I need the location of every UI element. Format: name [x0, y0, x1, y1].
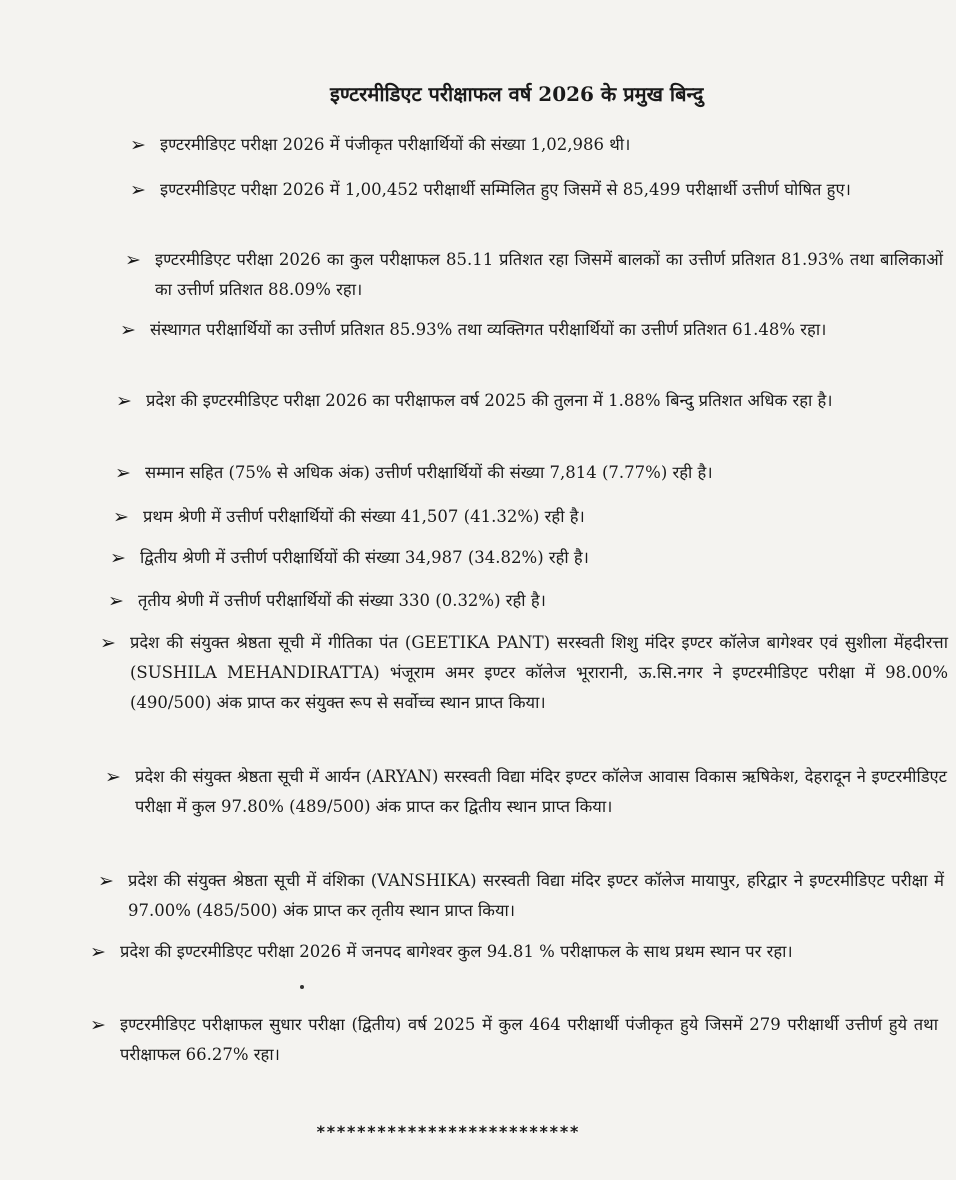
arrow-bullet-icon: ➢	[110, 547, 126, 569]
list-item	[108, 586, 918, 616]
list-item	[98, 866, 944, 926]
list-item-text: सम्मान सहित (75% से अधिक अंक) उत्तीर्ण परीक्षार्थियों की संख्या 7,814 (7.77%) रही है।	[145, 463, 713, 482]
page-title: इण्टरमीडिएट परीक्षाफल वर्ष 2026 के प्रमुख बिन्दु	[330, 82, 704, 106]
list-item-text: प्रदेश की संयुक्त श्रेष्ठता सूची में गीतिका पंत (GEETIKA PANT) सरस्वती शिशु मंदिर इण्टर कॉलेज बागेश्वर एवं सुशीला मेंहदीरत्ता (SUSHILA MEHANDIRATTA) भंजूराम अमर इण्टर कॉलेज भूरारानी, ऊ.सि.नगर ने इण्टरमीडिएट परीक्षा में 98.00% (490/500) अंक प्राप्त कर संयुक्त रूप से सर्वोच्च स्थान प्राप्त किया।	[130, 633, 948, 712]
list-item-text: संस्थागत परीक्षार्थियों का उत्तीर्ण प्रतिशत 85.93% तथा व्यक्तिगत परीक्षार्थियों का उत्तीर्ण प्रतिशत 61.48% रहा।	[150, 320, 827, 339]
list-item	[90, 1010, 938, 1070]
arrow-bullet-icon: ➢	[113, 506, 129, 528]
ink-speck	[300, 985, 304, 989]
list-item	[90, 937, 940, 967]
list-item	[120, 315, 946, 345]
list-item	[115, 458, 925, 488]
list-item-text: द्वितीय श्रेणी में उत्तीर्ण परीक्षार्थियों की संख्या 34,987 (34.82%) रही है।	[140, 548, 589, 567]
list-item	[130, 130, 920, 160]
list-item-text: प्रदेश की संयुक्त श्रेष्ठता सूची में वंशिका (VANSHIKA) सरस्वती विद्या मंदिर इण्टर कॉलेज मायापुर, हरिद्वार ने इण्टरमीडिएट परीक्षा में 97.00% (485/500) अंक प्राप्त कर तृतीय स्थान प्राप्त किया।	[128, 871, 944, 920]
list-item	[100, 628, 948, 718]
arrow-bullet-icon: ➢	[100, 632, 116, 654]
list-item-text: इण्टरमीडिएट परीक्षा 2026 में 1,00,452 परीक्षार्थी सम्मिलित हुए जिसमें से 85,499 परीक्षार्थी उत्तीर्ण घोषित हुए।	[160, 180, 851, 199]
list-item-text: तृतीय श्रेणी में उत्तीर्ण परीक्षार्थियों की संख्या 330 (0.32%) रही है।	[138, 591, 546, 610]
arrow-bullet-icon: ➢	[120, 319, 136, 341]
list-item	[116, 386, 946, 416]
list-item	[125, 245, 943, 305]
list-item-text: इण्टरमीडिएट परीक्षाफल सुधार परीक्षा (द्वितीय) वर्ष 2025 में कुल 464 परीक्षार्थी पंजीकृत हुये जिसमें 279 परीक्षार्थी उत्तीर्ण हुये तथा परीक्षाफल 66.27% रहा।	[120, 1015, 938, 1064]
arrow-bullet-icon: ➢	[90, 1014, 106, 1036]
list-item-text: इण्टरमीडिएट परीक्षा 2026 में पंजीकृत परीक्षार्थियों की संख्या 1,02,986 थी।	[160, 135, 631, 154]
list-item-text: प्रदेश की इण्टरमीडिएट परीक्षा 2026 का परीक्षाफल वर्ष 2025 की तुलना में 1.88% बिन्दु प्रतिशत अधिक रहा है।	[146, 391, 833, 410]
list-item	[130, 175, 944, 205]
list-item	[105, 762, 947, 822]
arrow-bullet-icon: ➢	[98, 870, 114, 892]
arrow-bullet-icon: ➢	[105, 766, 121, 788]
arrow-bullet-icon: ➢	[130, 179, 146, 201]
list-item-text: प्रथम श्रेणी में उत्तीर्ण परीक्षार्थियों की संख्या 41,507 (41.32%) रही है।	[143, 507, 585, 526]
list-item	[113, 502, 923, 532]
list-item	[110, 543, 920, 573]
arrow-bullet-icon: ➢	[130, 134, 146, 156]
list-item-text: प्रदेश की संयुक्त श्रेष्ठता सूची में आर्यन (ARYAN) सरस्वती विद्या मंदिर इण्टर कॉलेज आवास विकास ऋषिकेश, देहरादून ने इण्टरमीडिएट परीक्षा में कुल 97.80% (489/500) अंक प्राप्त कर द्वितीय स्थान प्राप्त किया।	[135, 767, 947, 816]
arrow-bullet-icon: ➢	[90, 941, 106, 963]
arrow-bullet-icon: ➢	[116, 390, 132, 412]
arrow-bullet-icon: ➢	[115, 462, 131, 484]
list-item-text: प्रदेश की इण्टरमीडिएट परीक्षा 2026 में जनपद बागेश्वर कुल 94.81 % परीक्षाफल के साथ प्रथम स्थान पर रहा।	[120, 942, 793, 961]
footer-asterisks: **************************	[316, 1122, 580, 1141]
list-item-text: इण्टरमीडिएट परीक्षा 2026 का कुल परीक्षाफल 85.11 प्रतिशत रहा जिसमें बालकों का उत्तीर्ण प्रतिशत 81.93% तथा बालिकाओं का उत्तीर्ण प्रतिशत 88.09% रहा।	[155, 250, 943, 299]
arrow-bullet-icon: ➢	[108, 590, 124, 612]
arrow-bullet-icon: ➢	[125, 249, 141, 271]
